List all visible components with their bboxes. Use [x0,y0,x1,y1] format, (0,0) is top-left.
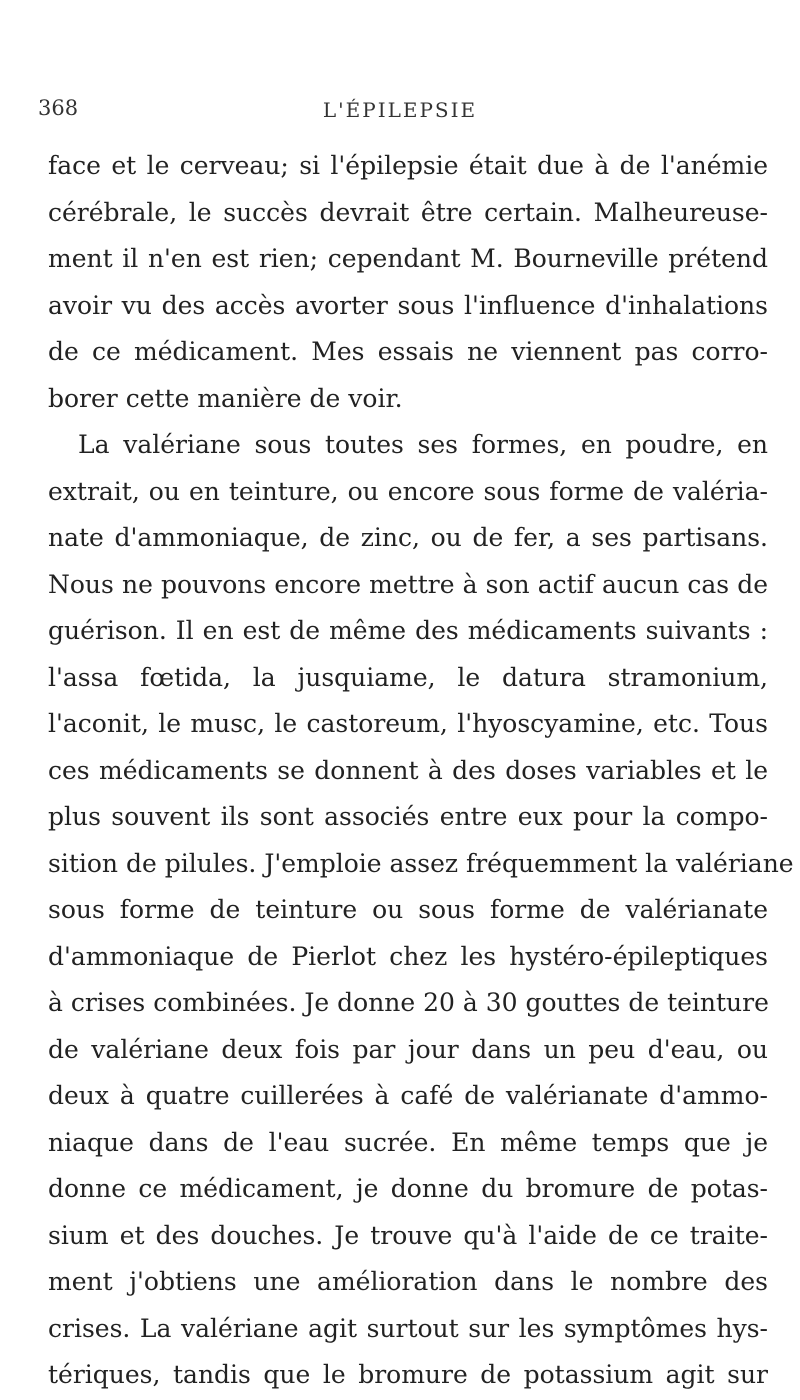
text-line: nate d'ammoniaque, de zinc, ou de fer, a ses partisans. [48,523,768,552]
text-line: ces médicaments se donnent à des doses variables et le [48,755,768,785]
text-line: cérébrale, le succès devrait être certain. Malheureuse- [48,197,768,227]
text-line: crises. La valériane agit surtout sur les symptômes hys- [48,1313,768,1343]
page-number: 368 [38,96,79,120]
text-line: à crises combinées. Je donne 20 à 30 gouttes de teinture [48,988,769,1017]
text-line: d'ammoniaque de Pierlot chez les hystéro-épileptiques [48,941,768,971]
body-text [48,143,794,1399]
text-line: avoir vu des accès avorter sous l'influence d'inhalations [48,290,768,320]
text-line: borer cette manière de voir. [48,383,403,413]
text-line: ment il n'en est rien; cependant M. Bourneville prétend [48,244,768,273]
text-line: plus souvent ils sont associés entre eux pour la compo- [48,802,768,831]
text-line: extrait, ou en teinture, ou encore sous forme de valéria- [48,476,768,506]
text-line: de ce médicament. Mes essais ne viennent pas corro- [48,337,768,366]
text-line: deux à quatre cuillerées à café de valérianate d'ammo- [48,1081,768,1110]
running-title: L'ÉPILEPSIE [322,98,478,122]
text-line: Nous ne pouvons encore mettre à son actif aucun cas de [48,569,768,599]
text-line: sition de pilules. J'emploie assez fréquemment la valériane [48,848,794,878]
text-line: de valériane deux fois par jour dans un peu d'eau, ou [48,1034,768,1064]
text-line: sous forme de teinture ou sous forme de valérianate [48,895,768,924]
text-line: l'assa fœtida, la jusquiame, le datura stramonium, [48,662,768,692]
text-line: La valériane sous toutes ses formes, en poudre, en [78,430,768,459]
text-line: donne ce médicament, je donne du bromure de potas- [48,1174,768,1203]
text-line: tériques, tandis que le bromure de potassium agit sur [48,1360,768,1389]
text-line: sium et des douches. Je trouve qu'à l'aide de ce traite- [48,1220,768,1250]
text-line: ment j'obtiens une amélioration dans le nombre des [48,1267,768,1296]
text-line: niaque dans de l'eau sucrée. En même temps que je [48,1127,768,1157]
text-line: guérison. Il en est de même des médicaments suivants : [48,616,768,645]
text-line: face et le cerveau; si l'épilepsie était due à de l'anémie [48,151,768,180]
text-line: l'aconit, le musc, le castoreum, l'hyoscyamine, etc. Tous [48,709,768,738]
